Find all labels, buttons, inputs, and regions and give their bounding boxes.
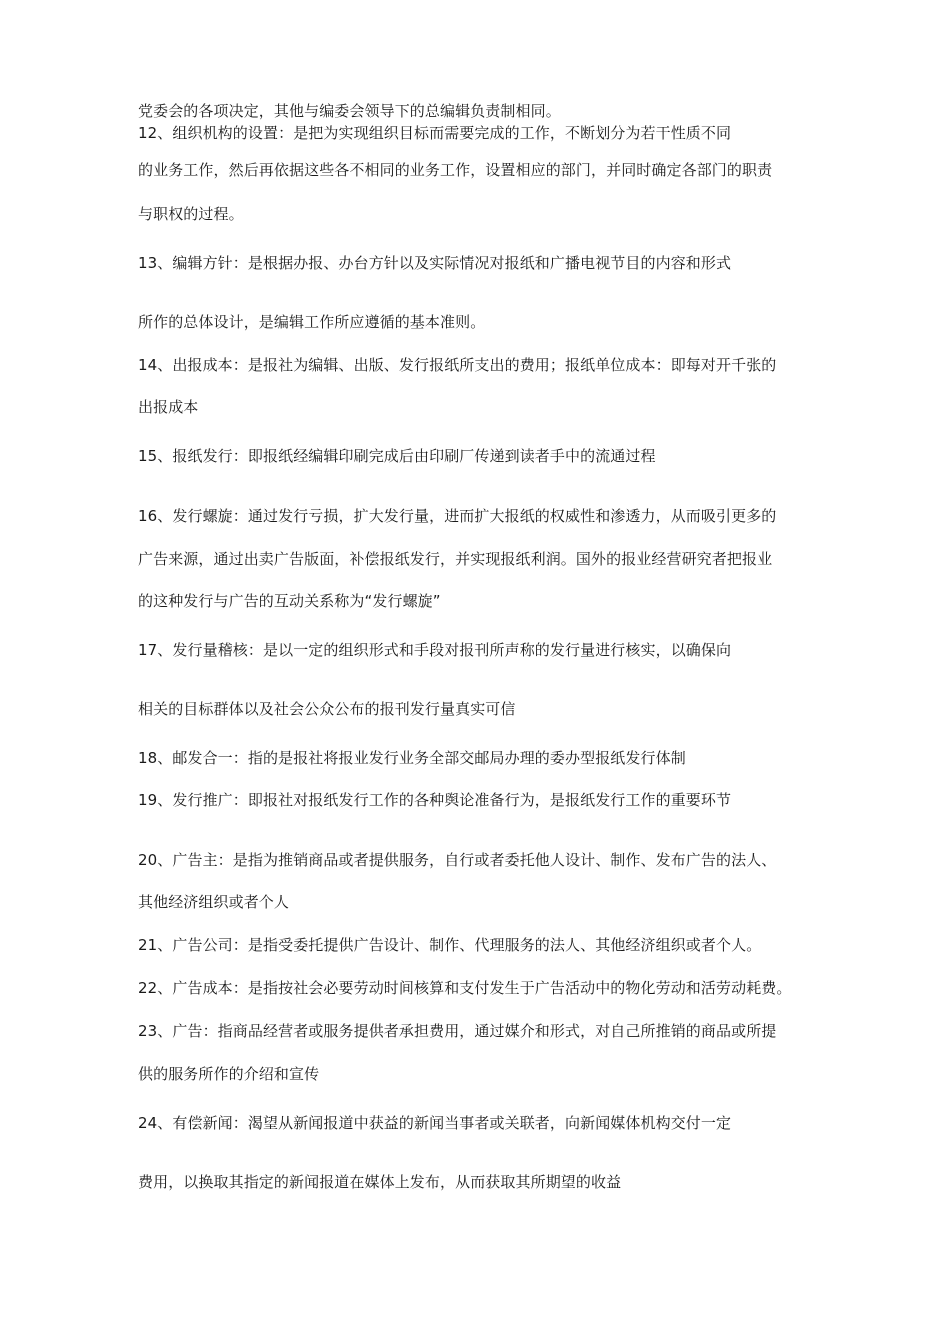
- text-line: 广告来源，通过出卖广告版面，补偿报纸发行，并实现报纸利润。国外的报业经营研究者把报业: [138, 550, 773, 568]
- text-line: 14、出报成本：是报社为编辑、出版、发行报纸所支出的费用；报纸单位成本：即每对开千张的: [138, 356, 777, 374]
- text-line: 与职权的过程。: [138, 205, 244, 223]
- text-line: 24、有偿新闻：渴望从新闻报道中获益的新闻当事者或关联者，向新闻媒体机构交付一定: [138, 1114, 732, 1132]
- text-line: 所作的总体设计，是编辑工作所应遵循的基本准则。: [138, 313, 486, 331]
- text-line: 相关的目标群体以及社会公众公布的报刊发行量真实可信: [138, 700, 516, 718]
- text-line: 21、广告公司：是指受委托提供广告设计、制作、代理服务的法人、其他经济组织或者个人。: [138, 936, 762, 954]
- text-line: 党委会的各项决定，其他与编委会领导下的总编辑负责制相同。: [138, 102, 561, 120]
- text-line: 13、编辑方针：是根据办报、办台方针以及实际情况对报纸和广播电视节目的内容和形式: [138, 254, 732, 272]
- text-line: 其他经济组织或者个人: [138, 893, 290, 911]
- text-line: 的业务工作，然后再依据这些各不相同的业务工作，设置相应的部门，并同时确定各部门的职责: [138, 161, 773, 179]
- text-line: 出报成本: [138, 398, 199, 416]
- text-line: 的这种发行与广告的互动关系称为“发行螺旋”: [138, 592, 441, 610]
- text-line: 16、发行螺旋：通过发行亏损，扩大发行量，进而扩大报纸的权威性和渗透力，从而吸引更多的: [138, 507, 777, 525]
- text-line: 22、广告成本：是指按社会必要劳动时间核算和支付发生于广告活动中的物化劳动和活劳动耗费。: [138, 979, 792, 997]
- text-line: 12、组织机构的设置：是把为实现组织目标而需要完成的工作，不断划分为若干性质不同: [138, 124, 732, 142]
- text-line: 19、发行推广：即报社对报纸发行工作的各种舆论准备行为，是报纸发行工作的重要环节: [138, 791, 732, 809]
- text-line: 17、发行量稽核：是以一定的组织形式和手段对报刊所声称的发行量进行核实，以确保向: [138, 641, 732, 659]
- text-line: 20、广告主：是指为推销商品或者提供服务，自行或者委托他人设计、制作、发布广告的法人、: [138, 851, 777, 869]
- text-line: 18、邮发合一：指的是报社将报业发行业务全部交邮局办理的委办型报纸发行体制: [138, 749, 686, 767]
- text-line: 供的服务所作的介绍和宣传: [138, 1065, 320, 1083]
- text-line: 23、广告：指商品经营者或服务提供者承担费用，通过媒介和形式，对自己所推销的商品或所提: [138, 1022, 777, 1040]
- text-line: 费用，以换取其指定的新闻报道在媒体上发布，从而获取其所期望的收益: [138, 1173, 622, 1191]
- text-line: 15、报纸发行：即报纸经编辑印刷完成后由印刷厂传递到读者手中的流通过程: [138, 447, 656, 465]
